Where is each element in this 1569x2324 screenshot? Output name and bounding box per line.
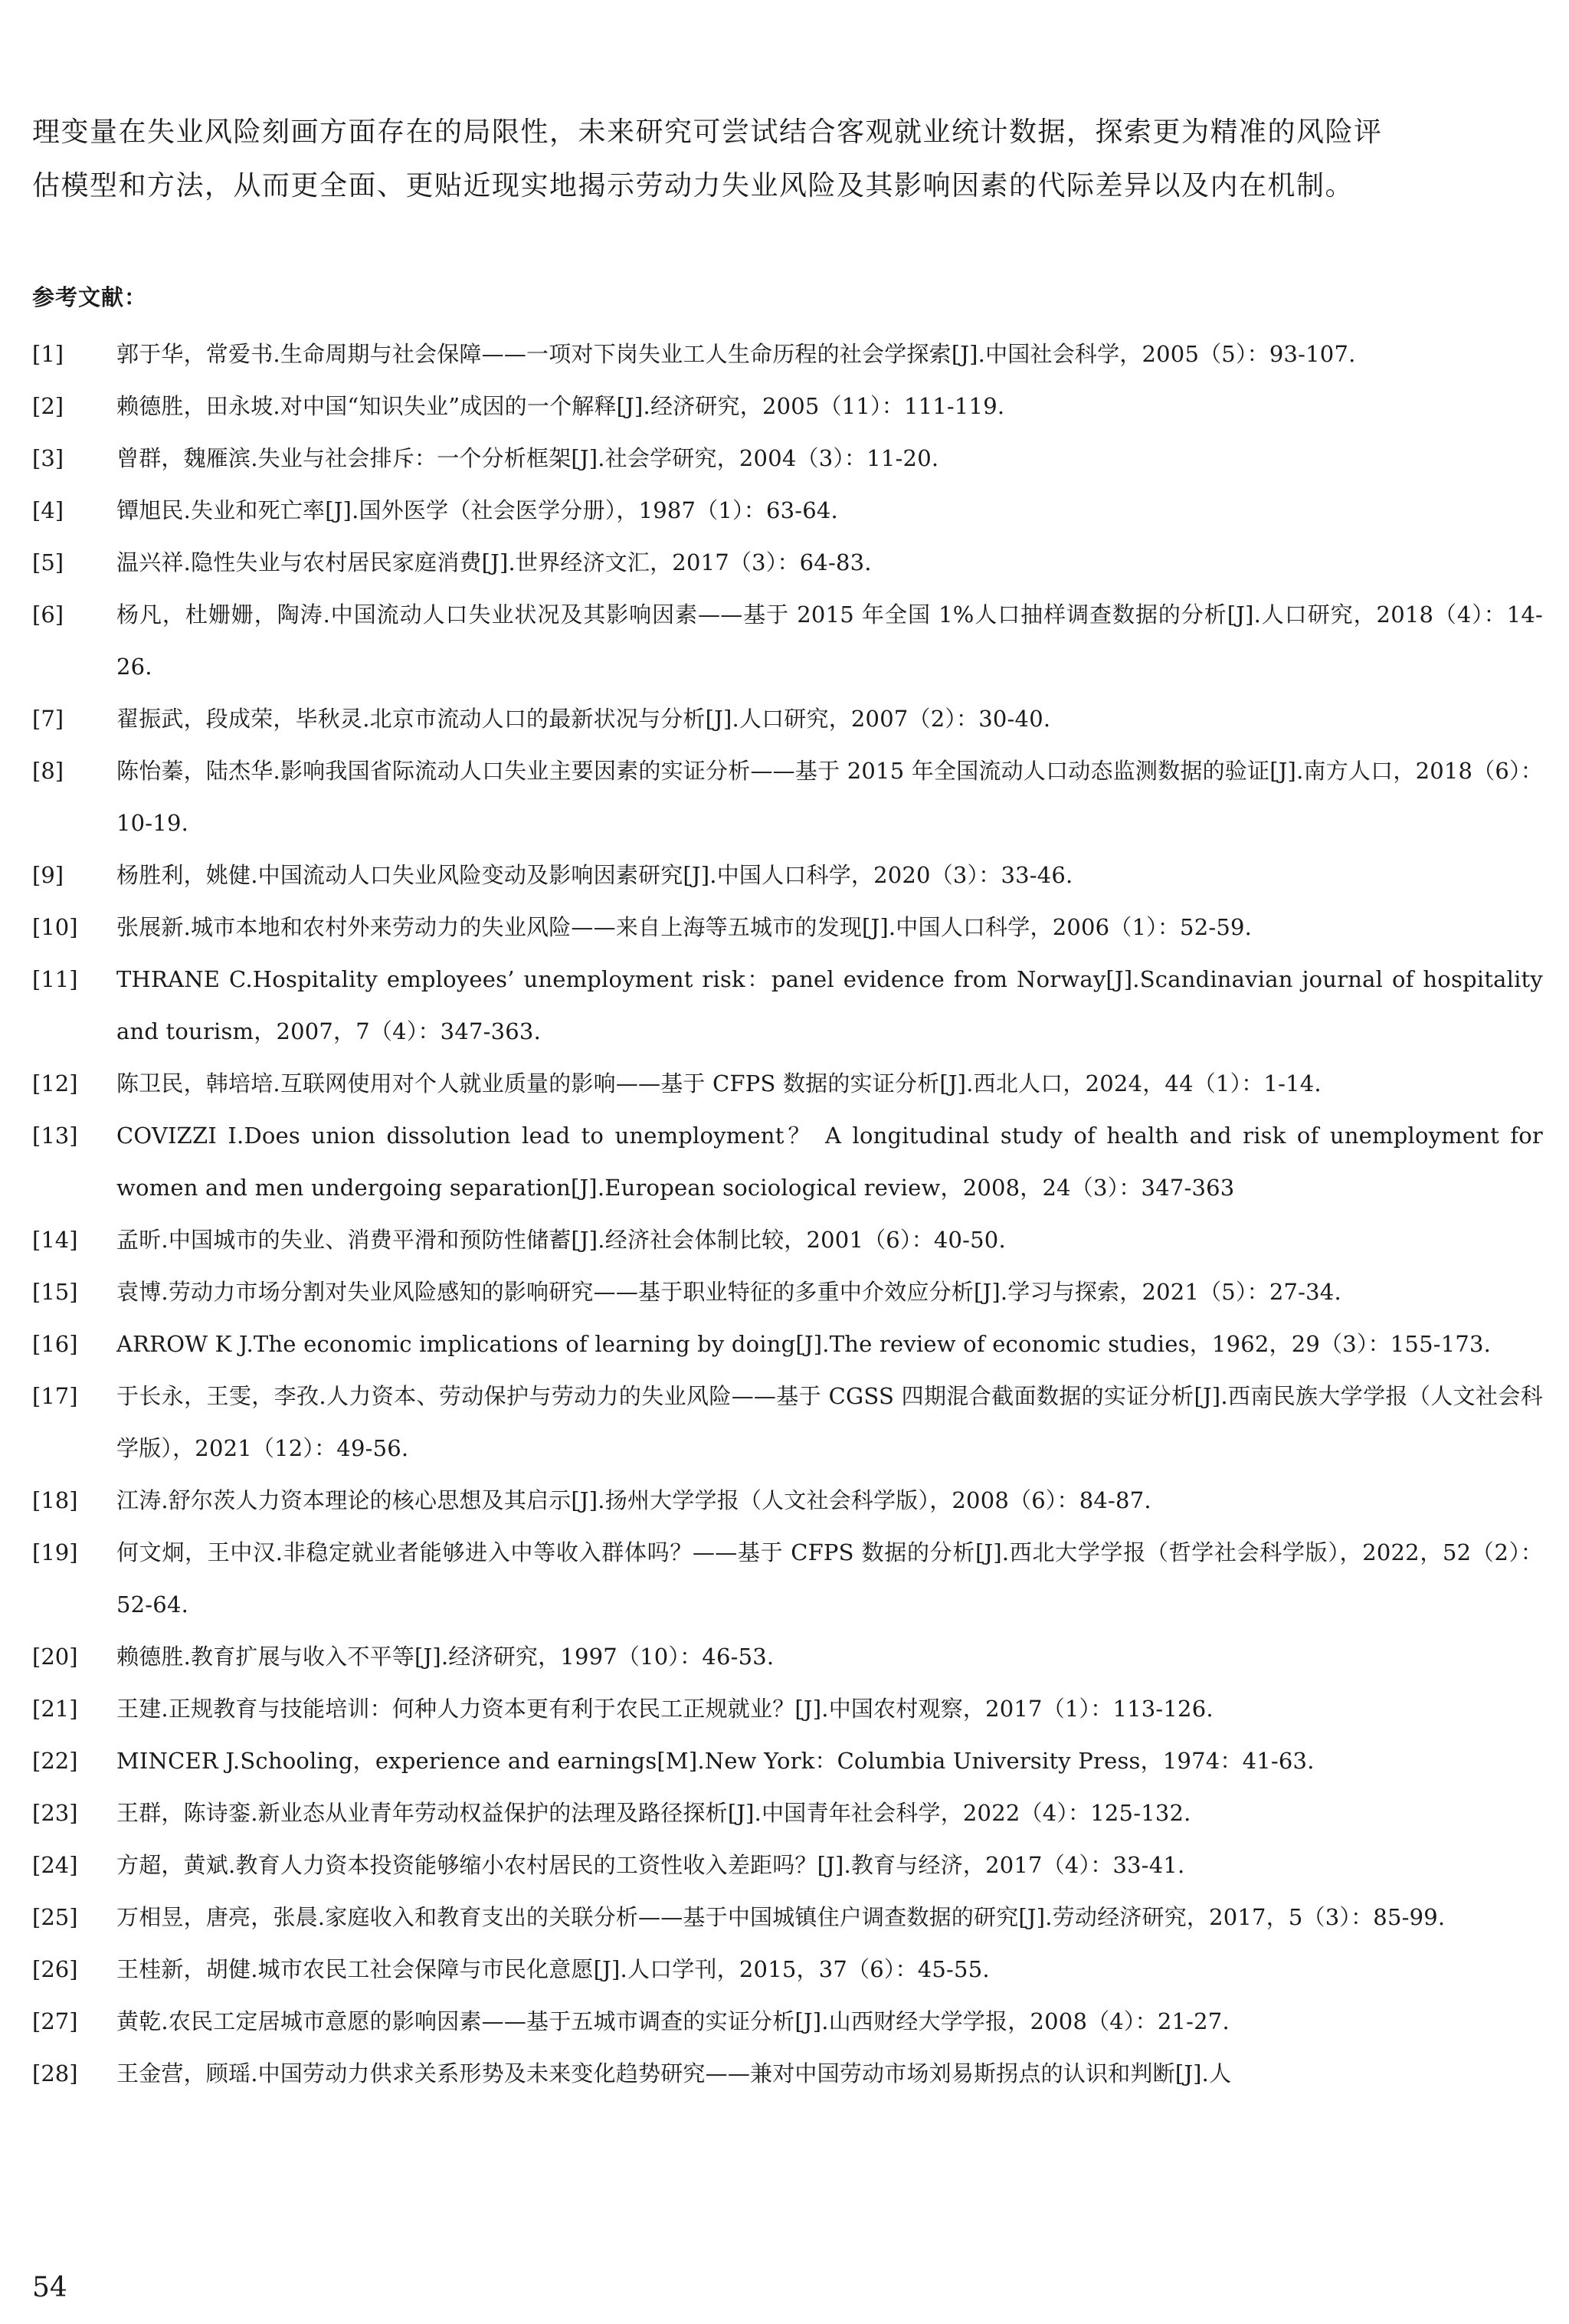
reference-number: [7] (32, 706, 64, 732)
reference-item (32, 1110, 1543, 1214)
reference-number: [24] (32, 1852, 78, 1878)
reference-number: [20] (32, 1644, 78, 1670)
reference-text: 张展新.城市本地和农村外来劳动力的失业风险——来自上海等五城市的发现[J].中国人口科学，2006（1）：52-59. (116, 914, 1253, 940)
reference-text: 陈怡蓁，陆杰华.影响我国省际流动人口失业主要因素的实证分析——基于 2015 年全国流动人口动态监测数据的验证[J].南方人口，2018（6）：10-19. (116, 758, 1543, 836)
intro-line: 估模型和方法，从而更全面、更贴近现实地揭示劳动力失业风险及其影响因素的代际差异以及内在机制。 (32, 170, 1354, 202)
reference-text: 镡旭民.失业和死亡率[J].国外医学（社会医学分册），1987（1）：63-64. (116, 497, 838, 523)
reference-number: [26] (32, 1956, 78, 1982)
reference-number: [21] (32, 1696, 78, 1722)
reference-item (32, 849, 1543, 901)
reference-number: [3] (32, 445, 64, 471)
reference-text: 孟昕.中国城市的失业、消费平滑和预防性储蓄[J].经济社会体制比较，2001（6）：40-50. (116, 1227, 1006, 1253)
reference-item (32, 380, 1543, 432)
reference-item (32, 1214, 1543, 1266)
intro-paragraph (32, 106, 1543, 213)
reference-number: [12] (32, 1070, 78, 1096)
reference-item (32, 1891, 1543, 1943)
reference-text: THRANE C.Hospitality employees’ unemployment risk：panel evidence from Norway[J].Scandinavian journal of hospitality and tourism，2007，7（4）：347-363. (116, 966, 1543, 1044)
reference-text: 于长永，王雯，李孜.人力资本、劳动保护与劳动力的失业风险——基于 CGSS 四期混合截面数据的实证分析[J].西南民族大学学报（人文社会科学版），2021（12）：49-56. (116, 1383, 1543, 1461)
reference-item (32, 1318, 1543, 1370)
reference-item (32, 432, 1543, 484)
reference-item (32, 1735, 1543, 1787)
reference-number: [4] (32, 497, 64, 523)
reference-text: 王建.正规教育与技能培训：何种人力资本更有利于农民工正规就业？[J].中国农村观察，2017（1）：113-126. (116, 1696, 1214, 1722)
reference-text: 方超，黄斌.教育人力资本投资能够缩小农村居民的工资性收入差距吗？[J].教育与经济，2017（4）：33-41. (116, 1852, 1185, 1878)
reference-text: 郭于华，常爱书.生命周期与社会保障——一项对下岗失业工人生命历程的社会学探索[J].中国社会科学，2005（5）：93-107. (116, 341, 1356, 367)
reference-text: 翟振武，段成荣，毕秋灵.北京市流动人口的最新状况与分析[J].人口研究，2007（2）：30-40. (116, 706, 1051, 732)
reference-number: [9] (32, 862, 64, 888)
reference-text: 杨胜利，姚健.中国流动人口失业风险变动及影响因素研究[J].中国人口科学，2020（3）：33-46. (116, 862, 1073, 888)
reference-number: [22] (32, 1748, 78, 1774)
reference-text: 何文炯，王中汉.非稳定就业者能够进入中等收入群体吗？——基于 CFPS 数据的分析[J].西北大学学报（哲学社会科学版），2022，52（2）：52-64. (116, 1539, 1543, 1618)
reference-item (32, 328, 1543, 380)
reference-number: [11] (32, 966, 78, 992)
reference-item (32, 2047, 1543, 2099)
reference-number: [15] (32, 1279, 78, 1305)
reference-number: [1] (32, 341, 64, 367)
intro-line: 理变量在失业风险刻画方面存在的局限性，未来研究可尝试结合客观就业统计数据，探索更为精准的风险评 (32, 116, 1383, 148)
reference-item (32, 1057, 1543, 1110)
reference-text: ARROW K J.The economic implications of learning by doing[J].The review of economic studies，1962，29（3）：155-173. (116, 1331, 1492, 1357)
reference-text: 曾群，魏雁滨.失业与社会排斥：一个分析框架[J].社会学研究，2004（3）：11-20. (116, 445, 939, 471)
reference-item (32, 484, 1543, 536)
reference-text: 陈卫民，韩培培.互联网使用对个人就业质量的影响——基于 CFPS 数据的实证分析[J].西北人口，2024，44（1）：1-14. (116, 1070, 1322, 1096)
reference-item (32, 1839, 1543, 1891)
reference-item (32, 536, 1543, 588)
reference-number: [28] (32, 2060, 78, 2086)
reference-text: COVIZZI I.Does union dissolution lead to unemployment？ A longitudinal study of health and risk of unemployment for women and men undergoing separation[J].European sociological review，2008，24（3）：347-363 (116, 1123, 1543, 1201)
reference-item (32, 1943, 1543, 1995)
reference-text: 万相昱，唐亮，张晨.家庭收入和教育支出的关联分析——基于中国城镇住户调查数据的研究[J].劳动经济研究，2017，5（3）：85-99. (116, 1904, 1446, 1930)
reference-text: 黄乾.农民工定居城市意愿的影响因素——基于五城市调查的实证分析[J].山西财经大学学报，2008（4）：21-27. (116, 2008, 1230, 2034)
reference-number: [27] (32, 2008, 78, 2034)
reference-text: 赖德胜.教育扩展与收入不平等[J].经济研究，1997（10）：46-53. (116, 1644, 775, 1670)
reference-number: [23] (32, 1800, 78, 1826)
page-number: 54 (32, 2272, 67, 2303)
references-heading: 参考文献： (32, 284, 148, 310)
reference-number: [8] (32, 758, 64, 784)
reference-item (32, 953, 1543, 1057)
reference-text: 王群，陈诗銮.新业态从业青年劳动权益保护的法理及路径探析[J].中国青年社会科学，2022（4）：125-132. (116, 1800, 1191, 1826)
reference-item (32, 693, 1543, 745)
reference-number: [14] (32, 1227, 78, 1253)
reference-number: [17] (32, 1383, 78, 1409)
reference-list (32, 328, 1543, 2099)
reference-number: [25] (32, 1904, 78, 1930)
reference-item (32, 588, 1543, 693)
reference-text: 王桂新，胡健.城市农民工社会保障与市民化意愿[J].人口学刊，2015，37（6）：45-55. (116, 1956, 990, 1982)
reference-item (32, 1474, 1543, 1526)
reference-number: [6] (32, 601, 64, 628)
reference-item (32, 1370, 1543, 1474)
reference-number: [13] (32, 1123, 78, 1149)
reference-item (32, 1526, 1543, 1631)
reference-number: [2] (32, 393, 64, 419)
reference-item (32, 901, 1543, 953)
reference-text: 杨凡，杜姗姗，陶涛.中国流动人口失业状况及其影响因素——基于 2015 年全国 1%人口抽样调查数据的分析[J].人口研究，2018（4）：14-26. (116, 601, 1543, 680)
reference-number: [19] (32, 1539, 78, 1565)
reference-number: [10] (32, 914, 78, 940)
reference-item (32, 1266, 1543, 1318)
reference-text: 王金营，顾瑶.中国劳动力供求关系形势及未来变化趋势研究——兼对中国劳动市场刘易斯拐点的认识和判断[J].人 (116, 2060, 1232, 2086)
reference-number: [18] (32, 1487, 78, 1513)
reference-item (32, 1787, 1543, 1839)
reference-text: 袁博.劳动力市场分割对失业风险感知的影响研究——基于职业特征的多重中介效应分析[J].学习与探索，2021（5）：27-34. (116, 1279, 1341, 1305)
reference-text: 温兴祥.隐性失业与农村居民家庭消费[J].世界经济文汇，2017（3）：64-83. (116, 549, 872, 575)
reference-item (32, 1683, 1543, 1735)
reference-item (32, 1631, 1543, 1683)
journal-page (32, 0, 1543, 2324)
reference-number: [5] (32, 549, 64, 575)
reference-item (32, 745, 1543, 849)
reference-text: 赖德胜，田永坡.对中国“知识失业”成因的一个解释[J].经济研究，2005（11）：111-119. (116, 393, 1005, 419)
reference-number: [16] (32, 1331, 78, 1357)
reference-text: MINCER J.Schooling，experience and earnings[M].New York：Columbia University Press，1974：41-63. (116, 1748, 1315, 1774)
reference-item (32, 1995, 1543, 2047)
reference-text: 江涛.舒尔茨人力资本理论的核心思想及其启示[J].扬州大学学报（人文社会科学版），2008（6）：84-87. (116, 1487, 1151, 1513)
